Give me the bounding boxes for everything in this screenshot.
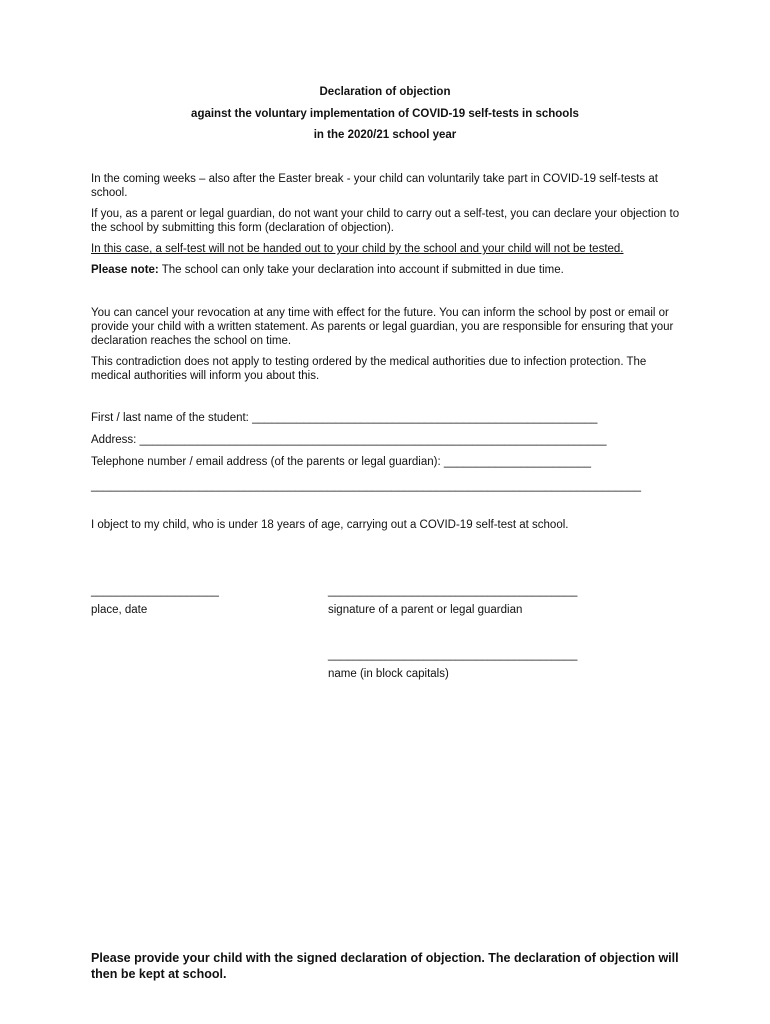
objection-statement: I object to my child, who is under 18 years of age, carrying out a COVID-19 self-test at school. xyxy=(91,519,569,531)
block-capitals-name-line[interactable]: _______________________________________ xyxy=(328,649,578,661)
medical-authorities-paragraph: This contradiction does not apply to testing ordered by the medical authorities due to infection protection. The medical authorities will inform you about this. xyxy=(91,356,647,382)
document-title: Declaration of objection xyxy=(319,86,451,98)
note-text: The school can only take your declaration into account if submitted in due time. xyxy=(158,264,564,276)
note-paragraph xyxy=(91,263,683,277)
signature-line[interactable]: _______________________________________ xyxy=(328,585,578,597)
revocation-paragraph: You can cancel your revocation at any time with effect for the future. You can inform the school by post or email or provide your child with a written statement. As parents or legal guardian, you are responsible for ensuring that your declaration reaches the school on time. xyxy=(91,307,674,347)
note-label: Please note: xyxy=(91,264,159,276)
consequence-paragraph: In this case, a self-test will not be handed out to your child by the school and your child will not be tested. xyxy=(91,243,624,255)
student-name-field[interactable]: First / last name of the student: ______________________________________________________ xyxy=(91,412,598,424)
document-subtitle: against the voluntary implementation of COVID-19 self-tests in schools xyxy=(191,108,579,120)
contact-extra-line[interactable]: ______________________________________________________________________________________ xyxy=(91,480,642,492)
signature-label: signature of a parent or legal guardian xyxy=(328,604,523,616)
document-school-year: in the 2020/21 school year xyxy=(313,129,457,141)
contact-field[interactable]: Telephone number / email address (of the parents or legal guardian): _______________________ xyxy=(91,456,591,468)
address-field[interactable]: Address: _________________________________________________________________________ xyxy=(91,434,607,446)
objection-paragraph: If you, as a parent or legal guardian, do not want your child to carry out a self-test, you can declare your objection to the school by submitting this form (declaration of objection). xyxy=(91,208,680,234)
place-date-line[interactable]: ____________________ xyxy=(91,585,219,597)
place-date-label: place, date xyxy=(91,604,148,616)
block-capitals-name-label: name (in block capitals) xyxy=(328,668,449,680)
intro-paragraph: In the coming weeks – also after the Easter break - your child can voluntarily take part in COVID-19 self-tests at school. xyxy=(91,173,658,199)
footer-instruction: Please provide your child with the signed declaration of objection. The declaration of objection will then be kept at school. xyxy=(91,951,679,981)
